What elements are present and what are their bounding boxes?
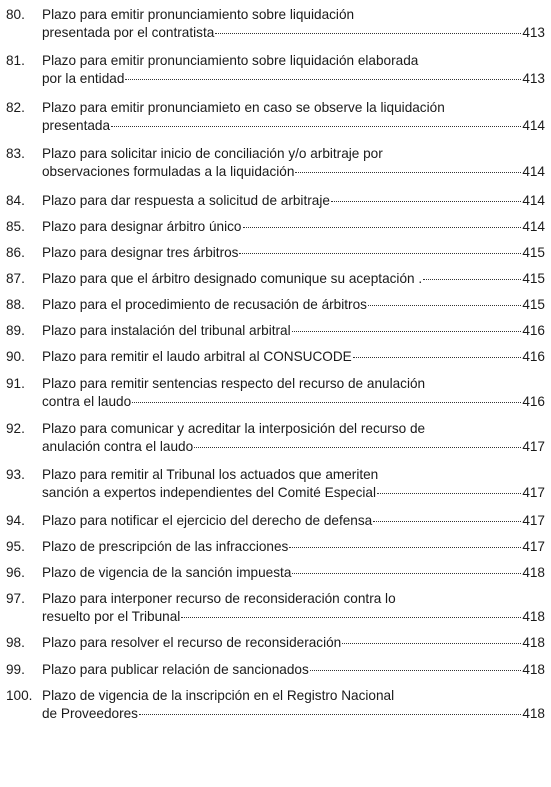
entry-number: 87. xyxy=(6,271,25,286)
entry-title-line: sanción a expertos independientes del Comité Especial xyxy=(42,485,377,500)
entry-title-line: Plazo para instalación del tribunal arbitral xyxy=(42,323,291,338)
dot-leader xyxy=(423,279,521,280)
entry-title-line: Plazo para remitir al Tribunal los actuados que ameriten xyxy=(42,467,379,482)
toc-entry xyxy=(0,99,551,135)
entry-last-line xyxy=(42,218,551,236)
entry-number: 80. xyxy=(6,7,25,22)
entry-number: 83. xyxy=(6,146,25,161)
entry-last-line xyxy=(42,438,551,456)
page-number: 414 xyxy=(522,219,545,234)
entry-last-line xyxy=(42,512,551,530)
toc-entry xyxy=(0,466,551,502)
entry-last-line xyxy=(42,24,551,42)
entry-last-line xyxy=(42,244,551,262)
page-number: 414 xyxy=(522,193,545,208)
dot-leader xyxy=(139,714,521,715)
entry-last-line xyxy=(42,70,551,88)
entry-number: 98. xyxy=(6,635,25,650)
entry-last-line xyxy=(42,634,551,652)
entry-title-line: Plazo de prescripción de las infracciones xyxy=(42,539,289,554)
dot-leader xyxy=(181,617,521,618)
entry-title-line: Plazo para dar respuesta a solicitud de arbitraje xyxy=(42,193,330,208)
page-number: 418 xyxy=(522,609,545,624)
entry-title-line: por la entidad xyxy=(42,71,125,86)
dot-leader xyxy=(373,521,521,522)
entry-last-line xyxy=(42,608,551,626)
entry-title-line: Plazo para emitir pronunciamieto en caso se observe la liquidación xyxy=(42,100,445,115)
page-number: 418 xyxy=(522,565,545,580)
entry-title-line: Plazo para el procedimiento de recusación de árbitros xyxy=(42,297,367,312)
entry-title-line: presentada xyxy=(42,118,111,133)
toc-entry xyxy=(0,296,551,314)
entry-last-line xyxy=(42,192,551,210)
dot-leader xyxy=(353,357,522,358)
entry-title-line: Plazo para resolver el recurso de reconsideración xyxy=(42,635,342,650)
toc-entry xyxy=(0,270,551,288)
toc-entry xyxy=(0,244,551,262)
entry-number: 99. xyxy=(6,662,25,677)
entry-number: 82. xyxy=(6,100,25,115)
dot-leader xyxy=(239,253,521,254)
entry-title-line: Plazo para interponer recurso de reconsideración contra lo xyxy=(42,591,396,606)
dot-leader xyxy=(331,201,521,202)
toc-entry xyxy=(0,322,551,340)
dot-leader xyxy=(292,331,522,332)
page-number: 417 xyxy=(522,439,545,454)
entry-last-line xyxy=(42,348,551,366)
dot-leader xyxy=(289,547,521,548)
page-number: 416 xyxy=(522,349,545,364)
dot-leader xyxy=(125,79,521,80)
dot-leader xyxy=(194,447,521,448)
page-number: 415 xyxy=(522,245,545,260)
entry-number: 93. xyxy=(6,467,25,482)
entry-last-line xyxy=(42,661,551,679)
entry-title-line: Plazo para publicar relación de sancionados xyxy=(42,662,309,677)
toc-entry xyxy=(0,218,551,236)
entry-title-line: Plazo para comunicar y acreditar la interposición del recurso de xyxy=(42,421,426,436)
entry-title-line: de Proveedores xyxy=(42,706,138,721)
entry-last-line xyxy=(42,296,551,314)
toc-entry xyxy=(0,420,551,456)
entry-last-line xyxy=(42,163,551,181)
entry-number: 81. xyxy=(6,53,25,68)
toc-entry xyxy=(0,6,551,42)
toc-entry xyxy=(0,348,551,366)
entry-last-line xyxy=(42,538,551,556)
entry-number: 86. xyxy=(6,245,25,260)
dot-leader xyxy=(292,573,521,574)
toc-entry xyxy=(0,52,551,88)
entry-number: 84. xyxy=(6,193,25,208)
entry-number: 100. xyxy=(6,688,33,703)
entry-number: 85. xyxy=(6,219,25,234)
entry-title-line: Plazo para remitir el laudo arbitral al CONSUCODE xyxy=(42,349,352,364)
toc-entry xyxy=(0,687,551,723)
dot-leader xyxy=(215,33,521,34)
page-number: 418 xyxy=(522,662,545,677)
entry-title-line: Plazo para solicitar inicio de conciliación y/o arbitraje por xyxy=(42,146,383,161)
page-number: 416 xyxy=(522,394,545,409)
dot-leader xyxy=(132,402,521,403)
page-number: 418 xyxy=(522,635,545,650)
dot-leader xyxy=(377,493,521,494)
page-number: 414 xyxy=(522,164,545,179)
entry-title-line: Plazo para que el árbitro designado comunique su aceptación . xyxy=(42,271,423,286)
entry-title-line: Plazo para designar árbitro único xyxy=(42,219,242,234)
entry-last-line xyxy=(42,705,551,723)
toc-entry xyxy=(0,590,551,626)
entry-number: 94. xyxy=(6,513,25,528)
dot-leader xyxy=(243,227,522,228)
toc-entry xyxy=(0,538,551,556)
entry-title-line: Plazo para designar tres árbitros xyxy=(42,245,239,260)
entry-title-line: observaciones formuladas a la liquidación xyxy=(42,164,295,179)
toc-entry xyxy=(0,375,551,411)
entry-number: 89. xyxy=(6,323,25,338)
entry-number: 97. xyxy=(6,591,25,606)
toc-entry xyxy=(0,661,551,679)
entry-last-line xyxy=(42,270,551,288)
dot-leader xyxy=(295,172,521,173)
toc-entry xyxy=(0,634,551,652)
entry-last-line xyxy=(42,564,551,582)
page-number: 413 xyxy=(522,71,545,86)
page-number: 415 xyxy=(522,297,545,312)
entry-title-line: Plazo de vigencia de la sanción impuesta xyxy=(42,565,292,580)
toc-entry xyxy=(0,145,551,181)
entry-number: 91. xyxy=(6,376,25,391)
entry-title-line: Plazo para emitir pronunciamiento sobre liquidación xyxy=(42,7,355,22)
entry-title-line: presentada por el contratista xyxy=(42,25,215,40)
page-number: 417 xyxy=(522,485,545,500)
dot-leader xyxy=(342,643,521,644)
entry-title-line: Plazo de vigencia de la inscripción en el Registro Nacional xyxy=(42,688,395,703)
toc-entry xyxy=(0,512,551,530)
entry-number: 92. xyxy=(6,421,25,436)
entry-title-line: Plazo para remitir sentencias respecto del recurso de anulación xyxy=(42,376,426,391)
page-number: 417 xyxy=(522,539,545,554)
entry-title-line: anulación contra el laudo xyxy=(42,439,194,454)
entry-number: 96. xyxy=(6,565,25,580)
entry-title-line: contra el laudo xyxy=(42,394,132,409)
page-number: 414 xyxy=(522,118,545,133)
dot-leader xyxy=(111,126,521,127)
entry-number: 90. xyxy=(6,349,25,364)
entry-title-line: Plazo para emitir pronunciamiento sobre liquidación elaborada xyxy=(42,53,419,68)
entry-title-line: resuelto por el Tribunal xyxy=(42,609,181,624)
dot-leader xyxy=(310,670,522,671)
entry-last-line xyxy=(42,117,551,135)
page-number: 415 xyxy=(522,271,545,286)
dot-leader xyxy=(368,305,521,306)
page-number: 418 xyxy=(522,706,545,721)
toc-entry xyxy=(0,564,551,582)
entry-last-line xyxy=(42,322,551,340)
toc-entry xyxy=(0,192,551,210)
page-number: 413 xyxy=(522,25,545,40)
entry-last-line xyxy=(42,484,551,502)
entry-number: 88. xyxy=(6,297,25,312)
entry-last-line xyxy=(42,393,551,411)
page-number: 416 xyxy=(522,323,545,338)
entry-number: 95. xyxy=(6,539,25,554)
page-number: 417 xyxy=(522,513,545,528)
entry-title-line: Plazo para notificar el ejercicio del derecho de defensa xyxy=(42,513,373,528)
